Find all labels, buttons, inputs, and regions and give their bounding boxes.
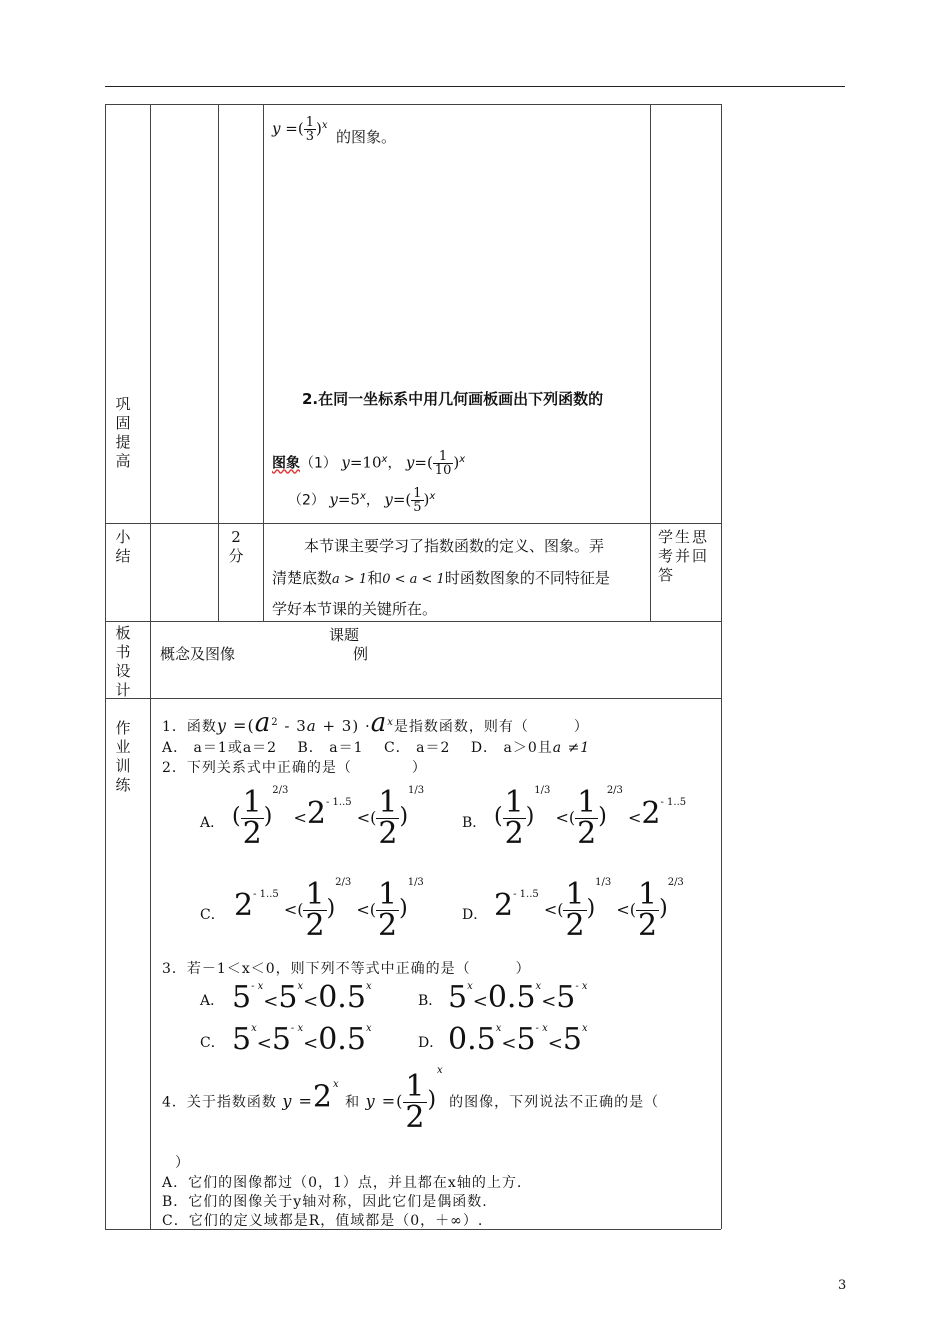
summary-time: 2分 — [228, 528, 244, 565]
hw-q1-options: A． a＝1或a＝2 B． a＝1 C． a＝2 D． a＞0且a ≠1 — [162, 740, 591, 756]
hw-q4-a: A．它们的图像都过（0，1）点，并且都在x轴的上方. — [162, 1175, 523, 1191]
hw-q4-b: B．它们的图像关于y轴对称，因此它们是偶函数. — [162, 1194, 488, 1210]
student-activity: 学生思考并回答 — [658, 528, 710, 584]
hw-q2-opt-a-label: A． — [200, 815, 225, 831]
hw-q2-opt-c: $2^{- 1..5}$ <( $\frac{1}{2}$ )$^{2/3}$ <( $\frac{1}{2}$ )$^{1/3}$ — [234, 876, 424, 943]
hw-q3: 3．若－1＜x＜0，则下列不等式中正确的是（ ） — [162, 961, 531, 977]
hw-q3-opt-a-label: A． — [200, 993, 225, 1009]
summary-line2: 清楚底数a > 1和0 < a < 1时函数图象的不同特征是 — [272, 569, 610, 587]
hw-q3-opt-c: $5^x<5^{- x}<0.5^x$ — [232, 1022, 372, 1057]
hw-q2-opt-b-label: B． — [462, 815, 487, 831]
task2-part1: （1） — [300, 455, 337, 472]
func-y-third-text: 的图象。 — [336, 128, 397, 146]
f-10x: y — [341, 453, 350, 472]
task2-part2: （2） — [288, 492, 325, 509]
hw-q2-opt-b: ( $\frac{1}{2}$ )$^{1/3}$ <( $\frac{1}{2}$ )$^{2/3} <2^{- 1..5}$ — [494, 784, 687, 851]
header-rule — [105, 86, 845, 87]
hw-q3-opt-a: $5^{- x}<5^x<0.5^x$ — [232, 980, 372, 1015]
hw-q3-opt-d-label: D． — [418, 1035, 444, 1051]
func-y-third: y =( $\frac{1}{3}$ )$^x$ — [272, 115, 328, 144]
hw-q4-close: ） — [175, 1155, 190, 1171]
hw-q3-opt-d: $0.5^x<5^{- x}<5^x$ — [448, 1022, 588, 1057]
task2-line2: （2） $y=5^x$， y=( $\frac{1}{5}$ )$^x$ — [288, 486, 436, 515]
row-label-xiaojie: 小结 — [115, 528, 131, 565]
hw-q2: 2．下列关系式中正确的是（ ） — [162, 760, 427, 776]
hw-q4: 4．关于指数函数 $y =2^x$ 和 y =( $\frac{1}{2}$ )$^x$ 的图像，下列说法不正确的是（ — [162, 1064, 660, 1135]
hw-q3-opt-b: $5^x<0.5^x<5^{- x}$ — [448, 980, 588, 1015]
task2-label: 图象 — [272, 455, 300, 472]
row-label-gonggu: 巩固提高 — [115, 395, 131, 470]
task2-line1: 图象（1） $y=10^x$， y=( $\frac{1}{10}$ )$^x$ — [272, 449, 466, 478]
row-label-zuoye: 作业训练 — [115, 719, 131, 794]
summary-line1: 本节课主要学习了指数函数的定义、图象。弄 — [304, 537, 605, 555]
summary-line3: 学好本节课的关键所在。 — [272, 600, 438, 618]
hw-q4-c: C．它们的定义域都是R，值域都是（0，＋∞）. — [162, 1213, 484, 1229]
hw-q2-opt-a: ( $\frac{1}{2}$ )$^{2/3} <2^{- 1..5}$ <( $\frac{1}{2}$ )$^{1/3}$ — [232, 784, 425, 851]
board-left: 概念及图像 — [160, 645, 236, 663]
hw-q1: 1．函数$y =(a^2 - 3a + 3) \cdot a^x$是指数函数，则有（ ） — [162, 708, 589, 738]
hw-q3-opt-b-label: B． — [418, 993, 443, 1009]
board-example: 例 — [353, 645, 369, 663]
hw-q2-opt-d-label: D． — [462, 907, 488, 923]
board-title: 课题 — [329, 626, 360, 644]
hw-q2-opt-c-label: C． — [200, 907, 225, 923]
hw-q2-opt-d: $2^{- 1..5}$ <( $\frac{1}{2}$ )$^{1/3}$ <( $\frac{1}{2}$ )$^{2/3}$ — [494, 876, 684, 943]
page-number: 3 — [838, 1278, 847, 1293]
task2-heading: 2.在同一坐标系中用几何画板画出下列函数的 — [302, 390, 604, 408]
row-label-banshu: 板书设计 — [115, 624, 131, 699]
hw-q3-opt-c-label: C． — [200, 1035, 225, 1051]
